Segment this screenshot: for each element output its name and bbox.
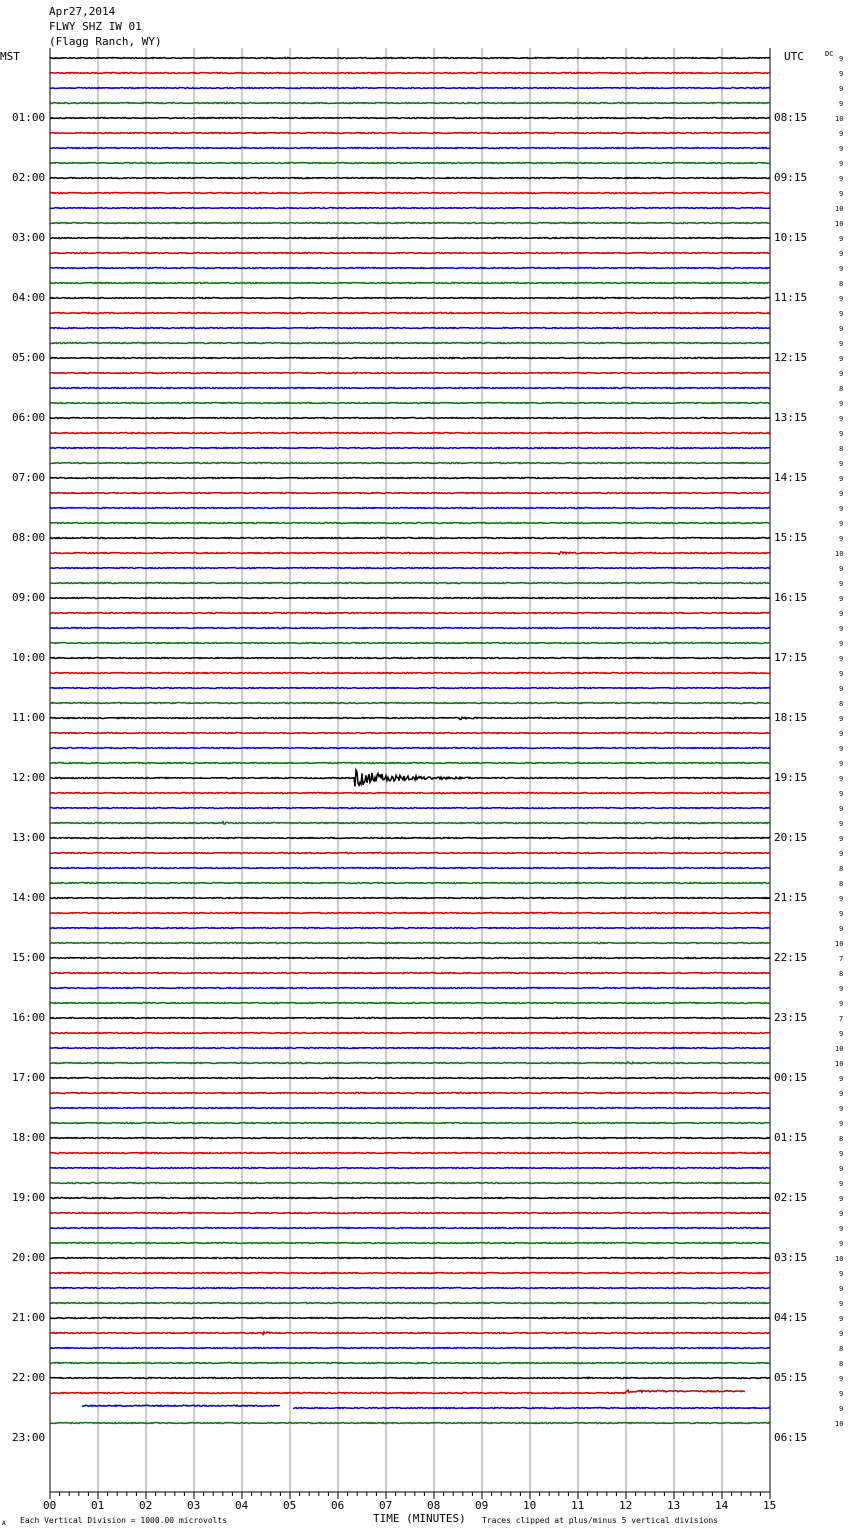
dc-offset-value: 9 bbox=[839, 925, 844, 933]
left-hour-label: 19:00 bbox=[12, 1191, 46, 1204]
dc-offset-value: 8 bbox=[839, 385, 844, 393]
dc-offset-value: 9 bbox=[839, 985, 844, 993]
seismic-trace bbox=[50, 1348, 770, 1349]
dc-offset-value: 9 bbox=[839, 190, 844, 198]
dc-offset-value: 9 bbox=[839, 580, 844, 588]
dc-offset-value: 9 bbox=[839, 730, 844, 738]
seismic-trace bbox=[50, 1153, 770, 1154]
seismic-trace bbox=[50, 238, 770, 239]
seismic-trace bbox=[50, 193, 770, 194]
right-hour-label: 08:15 bbox=[774, 111, 808, 124]
seismic-trace bbox=[50, 1168, 770, 1169]
x-tick-label: 00 bbox=[43, 1499, 57, 1512]
seismic-trace bbox=[50, 770, 770, 786]
dc-offset-value: 9 bbox=[839, 520, 844, 528]
right-hour-label: 13:15 bbox=[774, 411, 808, 424]
station-location: (Flagg Ranch, WY) bbox=[49, 35, 162, 48]
seismic-trace bbox=[50, 1228, 770, 1229]
seismic-trace bbox=[50, 148, 770, 149]
dc-offset-value: 9 bbox=[839, 490, 844, 498]
seismic-trace bbox=[50, 643, 770, 644]
seismic-trace bbox=[50, 58, 770, 59]
x-tick-label: 13 bbox=[667, 1499, 681, 1512]
seismic-trace bbox=[50, 433, 770, 434]
dc-offset-value: 9 bbox=[839, 250, 844, 258]
seismic-trace bbox=[50, 568, 770, 569]
seismic-trace bbox=[50, 208, 770, 209]
seismic-trace bbox=[50, 1123, 770, 1124]
right-hour-label: 09:15 bbox=[774, 171, 808, 184]
dc-offset-value: 8 bbox=[839, 880, 844, 888]
dc-offset-value: 9 bbox=[839, 340, 844, 348]
x-tick-label: 14 bbox=[715, 1499, 729, 1512]
dc-offset-value: 9 bbox=[839, 1120, 844, 1128]
dc-offset-value: 9 bbox=[839, 1390, 844, 1398]
dc-offset-value: 9 bbox=[839, 595, 844, 603]
x-tick-label: 01 bbox=[91, 1499, 105, 1512]
dc-offset-value: 8 bbox=[839, 970, 844, 978]
right-hour-label: 14:15 bbox=[774, 471, 808, 484]
left-hour-label: 01:00 bbox=[12, 111, 46, 124]
x-tick-label: 08 bbox=[427, 1499, 441, 1512]
dc-offset-value: 9 bbox=[839, 850, 844, 858]
dc-offset-value: 7 bbox=[839, 955, 844, 963]
seismic-trace bbox=[50, 493, 770, 494]
left-hour-label: 09:00 bbox=[12, 591, 46, 604]
dc-offset-value: 9 bbox=[839, 1315, 844, 1323]
dc-offset-value: 9 bbox=[839, 1075, 844, 1083]
seismic-trace bbox=[50, 88, 770, 89]
dc-offset-value: 9 bbox=[839, 1270, 844, 1278]
left-hour-label: 17:00 bbox=[12, 1071, 46, 1084]
dc-offset-value: 9 bbox=[839, 625, 844, 633]
left-hour-label: 21:00 bbox=[12, 1311, 46, 1324]
plot-date: Apr27,2014 bbox=[49, 5, 116, 18]
station-code: FLWY SHZ IW 01 bbox=[49, 20, 142, 33]
dc-offset-value: 9 bbox=[839, 145, 844, 153]
dc-offset-value: 9 bbox=[839, 400, 844, 408]
dc-offset-value: 9 bbox=[839, 1195, 844, 1203]
right-hour-label: 19:15 bbox=[774, 771, 808, 784]
dc-offset-value: 8 bbox=[839, 1135, 844, 1143]
left-hour-label: 10:00 bbox=[12, 651, 46, 664]
dc-offset-value: 8 bbox=[839, 1345, 844, 1353]
seismic-trace bbox=[50, 943, 770, 944]
dc-offset-value: 10 bbox=[835, 940, 844, 948]
right-timezone-label: UTC bbox=[784, 50, 804, 63]
x-tick-label: 15 bbox=[763, 1499, 777, 1512]
dc-offset-value: 9 bbox=[839, 790, 844, 798]
seismic-trace bbox=[50, 1108, 770, 1109]
dc-offset-value: 9 bbox=[839, 910, 844, 918]
dc-offset-value: 8 bbox=[839, 700, 844, 708]
dc-offset-value: 9 bbox=[839, 355, 844, 363]
dc-offset-value: 9 bbox=[839, 1000, 844, 1008]
dc-offset-value: 9 bbox=[839, 895, 844, 903]
seismic-trace bbox=[50, 1390, 770, 1393]
dc-offset-value: 9 bbox=[839, 745, 844, 753]
x-tick-label: 06 bbox=[331, 1499, 345, 1512]
seismic-trace bbox=[50, 283, 770, 284]
seismic-trace bbox=[50, 328, 770, 329]
dc-offset-value: 9 bbox=[839, 775, 844, 783]
seismic-trace bbox=[50, 808, 770, 809]
seismic-trace bbox=[50, 822, 770, 824]
seismic-trace bbox=[50, 463, 770, 464]
seismic-trace bbox=[50, 373, 770, 374]
x-tick-label: 09 bbox=[475, 1499, 489, 1512]
x-tick-label: 03 bbox=[187, 1499, 201, 1512]
x-tick-label: 10 bbox=[523, 1499, 537, 1512]
dc-offset-value: 10 bbox=[835, 1060, 844, 1068]
seismic-trace bbox=[50, 1138, 770, 1139]
seismic-trace bbox=[50, 883, 770, 884]
seismic-trace bbox=[50, 253, 770, 254]
dc-offset-value: 9 bbox=[839, 1300, 844, 1308]
seismic-trace bbox=[50, 688, 770, 689]
dc-offset-value: 9 bbox=[839, 175, 844, 183]
left-hour-label: 15:00 bbox=[12, 951, 46, 964]
seismic-trace bbox=[50, 1273, 770, 1274]
dc-offset-value: 10 bbox=[835, 550, 844, 558]
seismic-trace bbox=[50, 793, 770, 794]
seismic-trace bbox=[50, 163, 770, 164]
seismic-trace bbox=[50, 268, 770, 269]
dc-offset-value: 10 bbox=[835, 1420, 844, 1428]
seismic-trace bbox=[50, 868, 770, 869]
seismic-trace bbox=[50, 1018, 770, 1019]
right-hour-label: 17:15 bbox=[774, 651, 808, 664]
dc-offset-value: 9 bbox=[839, 685, 844, 693]
seismic-trace bbox=[50, 853, 770, 854]
x-tick-label: 04 bbox=[235, 1499, 249, 1512]
dc-offset-value: 9 bbox=[839, 1375, 844, 1383]
seismic-trace bbox=[50, 1048, 770, 1049]
seismic-trace bbox=[50, 1078, 770, 1079]
dc-offset-value: 9 bbox=[839, 100, 844, 108]
seismic-trace bbox=[82, 1405, 770, 1408]
right-hour-label: 16:15 bbox=[774, 591, 808, 604]
dc-offset-value: 10 bbox=[835, 115, 844, 123]
seismic-trace bbox=[50, 103, 770, 104]
dc-offset-value: 9 bbox=[839, 535, 844, 543]
right-hour-label: 04:15 bbox=[774, 1311, 808, 1324]
dc-offset-value: 9 bbox=[839, 655, 844, 663]
dc-offset-value: 9 bbox=[839, 160, 844, 168]
dc-offset-header: DC bbox=[825, 50, 834, 58]
dc-offset-value: 9 bbox=[839, 760, 844, 768]
dc-offset-value: 7 bbox=[839, 1015, 844, 1023]
seismic-trace bbox=[50, 1183, 770, 1184]
right-hour-label: 15:15 bbox=[774, 531, 808, 544]
seismic-trace bbox=[50, 538, 770, 539]
right-hour-label: 11:15 bbox=[774, 291, 808, 304]
dc-offset-value: 8 bbox=[839, 865, 844, 873]
x-tick-label: 12 bbox=[619, 1499, 633, 1512]
seismic-trace bbox=[50, 298, 770, 299]
dc-offset-value: 9 bbox=[839, 460, 844, 468]
seismic-trace bbox=[50, 1318, 770, 1319]
dc-offset-value: 9 bbox=[839, 415, 844, 423]
dc-offset-value: 9 bbox=[839, 295, 844, 303]
seismic-trace bbox=[50, 898, 770, 899]
seismic-trace bbox=[50, 1258, 770, 1259]
dc-offset-value: 8 bbox=[839, 445, 844, 453]
dc-offset-value: 9 bbox=[839, 1030, 844, 1038]
seismic-trace bbox=[50, 1213, 770, 1214]
left-hour-label: 18:00 bbox=[12, 1131, 46, 1144]
left-timezone-label: MST bbox=[0, 50, 20, 63]
dc-offset-value: 9 bbox=[839, 1165, 844, 1173]
dc-offset-value: 10 bbox=[835, 1045, 844, 1053]
dc-offset-value: 9 bbox=[839, 640, 844, 648]
x-tick-label: 11 bbox=[571, 1499, 585, 1512]
dc-offset-value: 9 bbox=[839, 1405, 844, 1413]
seismic-trace bbox=[50, 1198, 770, 1199]
seismic-trace bbox=[50, 837, 770, 839]
seismic-trace bbox=[50, 478, 770, 479]
seismic-trace bbox=[50, 598, 770, 599]
seismic-trace bbox=[50, 118, 770, 119]
seismic-trace bbox=[50, 313, 770, 314]
seismic-trace bbox=[50, 928, 770, 929]
dc-offset-value: 9 bbox=[839, 1330, 844, 1338]
dc-offset-value: 9 bbox=[839, 475, 844, 483]
right-hour-label: 12:15 bbox=[774, 351, 808, 364]
seismic-trace bbox=[50, 1003, 770, 1004]
right-hour-label: 10:15 bbox=[774, 231, 808, 244]
seismic-trace bbox=[50, 583, 770, 584]
right-hour-label: 03:15 bbox=[774, 1251, 808, 1264]
seismic-trace bbox=[50, 1423, 770, 1424]
seismic-trace bbox=[50, 418, 770, 419]
right-hour-label: 23:15 bbox=[774, 1011, 808, 1024]
dc-offset-value: 9 bbox=[839, 1225, 844, 1233]
seismic-trace bbox=[50, 1062, 770, 1064]
seismic-trace bbox=[50, 1363, 770, 1364]
seismic-trace bbox=[50, 1092, 770, 1093]
seismic-trace bbox=[50, 73, 770, 74]
dc-offset-value: 9 bbox=[839, 55, 844, 63]
seismic-trace bbox=[50, 223, 770, 224]
seismic-trace bbox=[50, 763, 770, 764]
left-hour-label: 06:00 bbox=[12, 411, 46, 424]
left-hour-label: 20:00 bbox=[12, 1251, 46, 1264]
right-hour-label: 21:15 bbox=[774, 891, 808, 904]
right-hour-label: 22:15 bbox=[774, 951, 808, 964]
x-axis-label: TIME (MINUTES) bbox=[373, 1512, 466, 1525]
right-hour-label: 02:15 bbox=[774, 1191, 808, 1204]
x-tick-label: 02 bbox=[139, 1499, 153, 1512]
seismic-trace bbox=[50, 1377, 770, 1378]
dc-offset-value: 8 bbox=[839, 280, 844, 288]
dc-offset-value: 9 bbox=[839, 1285, 844, 1293]
dc-offset-value: 9 bbox=[839, 1180, 844, 1188]
seismic-trace bbox=[50, 658, 770, 659]
left-hour-label: 23:00 bbox=[12, 1431, 46, 1444]
left-hour-label: 12:00 bbox=[12, 771, 46, 784]
dc-offset-value: 9 bbox=[839, 505, 844, 513]
dc-offset-value: 8 bbox=[839, 1360, 844, 1368]
right-hour-label: 18:15 bbox=[774, 711, 808, 724]
dc-offset-value: 9 bbox=[839, 310, 844, 318]
seismic-trace bbox=[50, 913, 770, 914]
left-hour-label: 13:00 bbox=[12, 831, 46, 844]
seismic-trace bbox=[50, 1243, 770, 1244]
seismic-trace bbox=[50, 1303, 770, 1304]
dc-offset-value: 9 bbox=[839, 820, 844, 828]
seismic-trace bbox=[50, 358, 770, 359]
seismic-trace bbox=[50, 628, 770, 629]
dc-offset-value: 9 bbox=[839, 1105, 844, 1113]
right-hour-label: 20:15 bbox=[774, 831, 808, 844]
left-hour-label: 05:00 bbox=[12, 351, 46, 364]
right-hour-label: 05:15 bbox=[774, 1371, 808, 1384]
left-hour-label: 16:00 bbox=[12, 1011, 46, 1024]
dc-offset-value: 10 bbox=[835, 220, 844, 228]
right-hour-label: 00:15 bbox=[774, 1071, 808, 1084]
clip-note: Traces clipped at plus/minus 5 vertical divisions bbox=[482, 1516, 719, 1525]
left-hour-label: 14:00 bbox=[12, 891, 46, 904]
right-hour-label: 01:15 bbox=[774, 1131, 808, 1144]
seismic-trace bbox=[50, 958, 770, 959]
left-hour-label: 04:00 bbox=[12, 291, 46, 304]
seismic-trace bbox=[50, 717, 770, 719]
dc-offset-value: 10 bbox=[835, 205, 844, 213]
seismic-trace bbox=[50, 448, 770, 449]
x-tick-label: 07 bbox=[379, 1499, 393, 1512]
dc-offset-value: 9 bbox=[839, 1090, 844, 1098]
left-hour-label: 08:00 bbox=[12, 531, 46, 544]
dc-offset-value: 10 bbox=[835, 1255, 844, 1263]
dc-offset-value: 9 bbox=[839, 85, 844, 93]
corner-mark: A bbox=[2, 1520, 6, 1527]
dc-offset-value: 9 bbox=[839, 835, 844, 843]
seismic-trace bbox=[50, 388, 770, 389]
dc-offset-value: 9 bbox=[839, 130, 844, 138]
dc-offset-value: 9 bbox=[839, 1240, 844, 1248]
dc-offset-value: 9 bbox=[839, 670, 844, 678]
seismic-trace bbox=[50, 1288, 770, 1289]
dc-offset-value: 9 bbox=[839, 805, 844, 813]
dc-offset-value: 9 bbox=[839, 325, 844, 333]
right-hour-label: 06:15 bbox=[774, 1431, 808, 1444]
seismic-trace bbox=[50, 552, 770, 555]
dc-offset-value: 9 bbox=[839, 70, 844, 78]
seismic-trace bbox=[50, 973, 770, 974]
dc-offset-value: 9 bbox=[839, 1150, 844, 1158]
dc-offset-value: 9 bbox=[839, 430, 844, 438]
seismic-trace bbox=[50, 403, 770, 404]
dc-offset-value: 9 bbox=[839, 1210, 844, 1218]
seismic-trace bbox=[50, 178, 770, 179]
dc-offset-value: 9 bbox=[839, 265, 844, 273]
left-hour-label: 03:00 bbox=[12, 231, 46, 244]
dc-offset-value: 9 bbox=[839, 715, 844, 723]
seismic-trace bbox=[50, 673, 770, 674]
dc-offset-value: 9 bbox=[839, 565, 844, 573]
scale-note: Each Vertical Division = 1000.00 microvolts bbox=[20, 1516, 228, 1525]
left-hour-label: 07:00 bbox=[12, 471, 46, 484]
dc-offset-value: 9 bbox=[839, 370, 844, 378]
seismic-trace bbox=[50, 508, 770, 509]
seismic-trace bbox=[50, 1332, 770, 1335]
seismic-trace bbox=[50, 988, 770, 989]
seismic-trace bbox=[50, 343, 770, 344]
left-hour-label: 22:00 bbox=[12, 1371, 46, 1384]
left-hour-label: 11:00 bbox=[12, 711, 46, 724]
seismic-trace bbox=[50, 613, 770, 614]
seismic-trace bbox=[50, 523, 770, 524]
seismic-trace bbox=[50, 733, 770, 734]
seismic-trace bbox=[50, 748, 770, 749]
dc-offset-value: 9 bbox=[839, 235, 844, 243]
seismic-trace bbox=[50, 133, 770, 134]
x-tick-label: 05 bbox=[283, 1499, 297, 1512]
seismic-trace bbox=[50, 703, 770, 704]
seismic-trace bbox=[50, 1033, 770, 1034]
left-hour-label: 02:00 bbox=[12, 171, 46, 184]
dc-offset-value: 9 bbox=[839, 610, 844, 618]
